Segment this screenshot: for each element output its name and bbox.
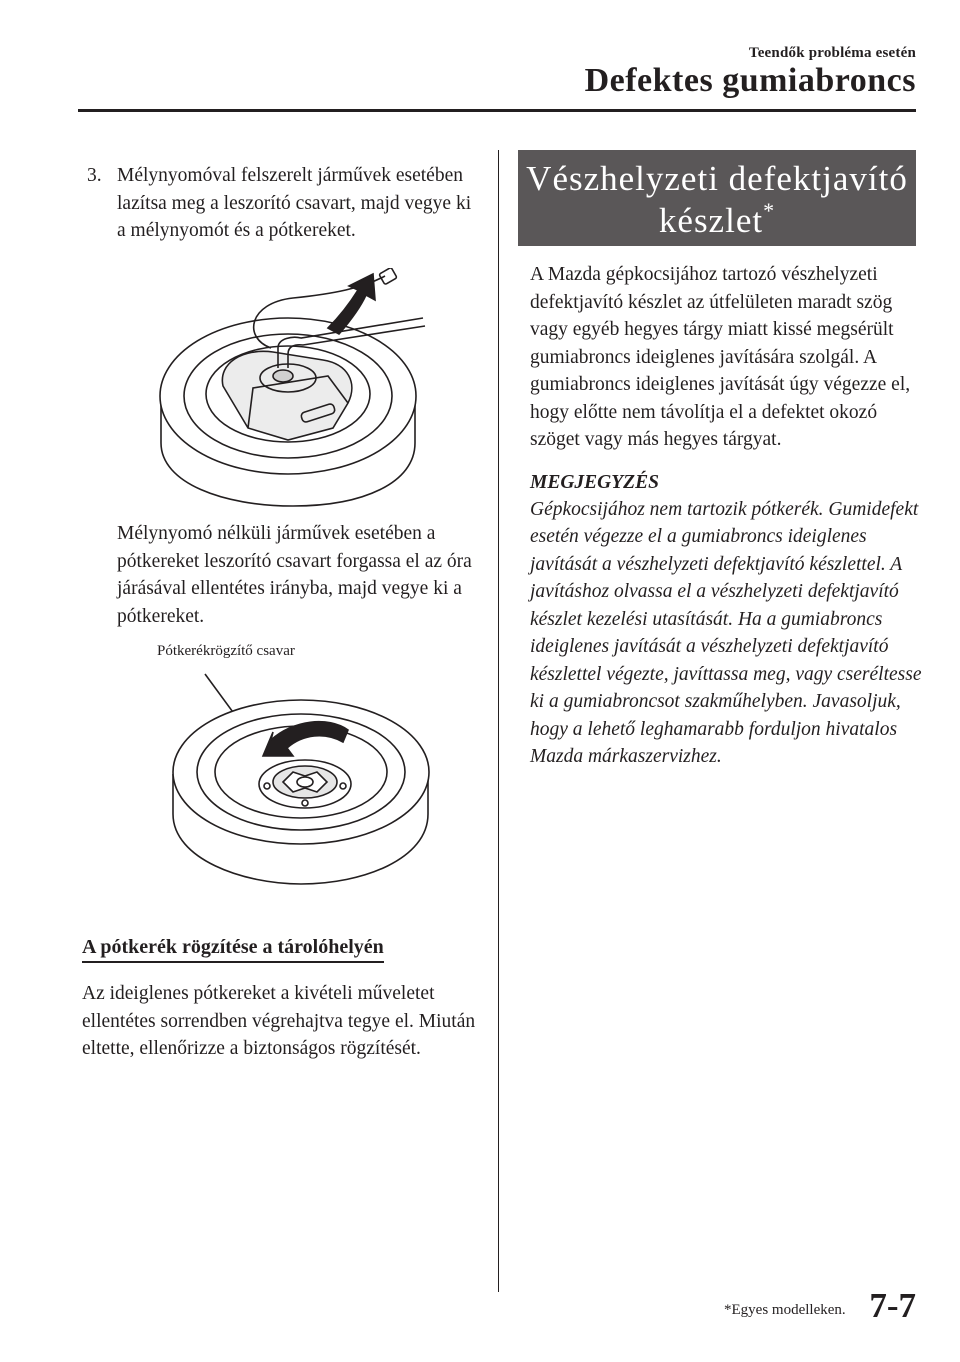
header-rule (78, 109, 916, 112)
step-3 (78, 162, 478, 245)
section-title-box (518, 150, 916, 246)
spare-tire-lock-bolt-illustration (153, 664, 443, 904)
right-column (530, 261, 922, 771)
storage-instruction: Az ideiglenes pótkereket a kivételi műveletet ellentétes sorrendben végrehajtva tegye el. Miután eltette, ellenőrizze a biztonságos rögzítését. (82, 983, 476, 1059)
note-heading: MEGJEGYZÉS (530, 471, 659, 493)
section-title-line2-wrap (518, 200, 916, 242)
column-divider (498, 150, 499, 1292)
footnote: *Egyes modelleken. (724, 1302, 846, 1318)
section-title-line2: készlet (658, 201, 764, 240)
note-text: Gépkocsijához nem tartozik pótkerék. Gumidefekt esetén végezze el a gumiabroncs ideiglenes javítását a vészhelyzeti defektjavító készlettel. A javításhoz olvassa el a vészhelyzeti defektjavító készlet kezelési utasítását. Ha a gumiabroncs ideiglenes javítását a vészhelyzeti defektjavító készlettel végezte, javíttassa meg, vagy cseréltesse ki a gumiabroncsot szakműhelyben. Javasoljuk, hogy a lehető leghamarabb forduljon hivatalos Mazda márkaszervizhez. (530, 498, 922, 767)
asterisk-mark: * (763, 198, 776, 223)
section-title-line1: Vészhelyzeti defektjavító (526, 159, 908, 198)
storage-subheading: A pótkerék rögzítése a tárolóhelyén (82, 936, 384, 963)
step-text: Mélynyomóval felszerelt járművek esetében lazítsa meg a leszorító csavart, majd vegye ki a mélynyomót és a pótkereket. (117, 165, 472, 241)
left-column (78, 162, 478, 245)
no-woofer-instruction: Mélynyomó nélküli járművek esetében a pótkereket leszorító csavart forgassa el az óra járásával ellentétes irányba, majd vegye ki a pótkereket. (117, 523, 472, 627)
step-number: 3. (87, 165, 102, 186)
sub-woofer-spare-tire-illustration (153, 268, 443, 508)
header-chapter: Teendők probléma esetén (748, 45, 916, 61)
kit-intro: A Mazda gépkocsijához tartozó vészhelyzeti defektjavító készlet az útfelületen maradt szög vagy egyéb hegyes tárgy miatt kissé megsérült gumiabroncs ideiglenes javítására szolgál. A gumiabroncs ideiglenes javítását úgy végezze el, hogy előtte nem távolítja el a defektet okozó szöget vagy más hegyes tárgyat. (530, 264, 911, 450)
header-title: Defektes gumiabroncs (584, 62, 916, 99)
figure-callout-label: Pótkerékrögzítő csavar (157, 643, 295, 659)
page-number: 7-7 (869, 1286, 916, 1325)
